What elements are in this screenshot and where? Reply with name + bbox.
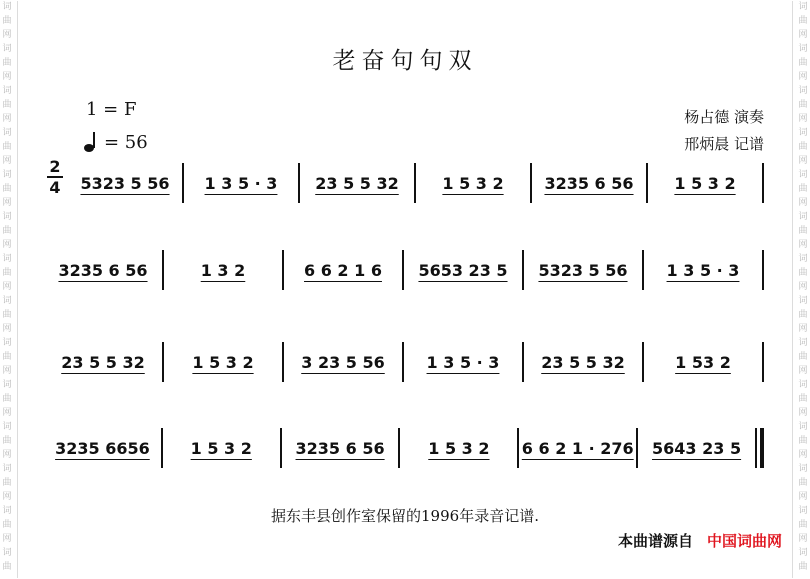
- watermark-char: 曲: [798, 100, 808, 110]
- watermark-char: 词: [798, 170, 808, 180]
- watermark-char: 词: [798, 2, 808, 12]
- watermark-char: 词: [2, 464, 12, 474]
- measure: [644, 336, 762, 388]
- measure: [284, 336, 402, 388]
- watermark-char: 词: [798, 254, 808, 264]
- watermark-char: 词: [798, 128, 808, 138]
- footer-prefix: 本曲谱源自: [617, 532, 693, 550]
- watermark-char: 曲: [2, 352, 12, 362]
- measure-notes: 1 5 3 2: [428, 438, 490, 458]
- watermark-right: [796, 0, 810, 579]
- watermark-char: 网: [798, 324, 808, 334]
- watermark-char: 词: [2, 86, 12, 96]
- measure-notes: 1 5 3 2: [674, 173, 736, 193]
- watermark-char: 词: [798, 506, 808, 516]
- measure-notes: 5643 23 5: [652, 438, 742, 458]
- watermark-char: 网: [2, 450, 12, 460]
- measure: [44, 422, 161, 474]
- watermark-char: 曲: [2, 226, 12, 236]
- watermark-char: 曲: [798, 142, 808, 152]
- watermark-char: 曲: [798, 394, 808, 404]
- transcriber-credit: 邢炳晨 记谱: [684, 135, 764, 153]
- watermark-char: 词: [2, 296, 12, 306]
- watermark-char: 网: [798, 198, 808, 208]
- watermark-char: 曲: [2, 58, 12, 68]
- watermark-char: 网: [2, 492, 12, 502]
- measure-notes: 23 5 5 32: [541, 352, 625, 372]
- measure-notes: 23 5 5 32: [61, 352, 145, 372]
- measure-notes: 3235 6656: [55, 438, 150, 458]
- watermark-char: 词: [798, 296, 808, 306]
- measure: [44, 336, 162, 388]
- measure: [184, 157, 298, 209]
- watermark-char: 曲: [2, 268, 12, 278]
- measure-notes: 3235 6 56: [295, 438, 385, 458]
- measure: [282, 422, 399, 474]
- watermark-char: 词: [2, 44, 12, 54]
- measure: [416, 157, 530, 209]
- measure: [164, 244, 282, 296]
- watermark-char: 网: [798, 450, 808, 460]
- measure-notes: 1 5 3 2: [192, 352, 254, 372]
- watermark-char: 曲: [798, 562, 808, 572]
- watermark-char: 网: [798, 282, 808, 292]
- watermark-char: 曲: [798, 184, 808, 194]
- watermark-char: 网: [2, 240, 12, 250]
- watermark-char: 曲: [2, 436, 12, 446]
- watermark-char: 曲: [798, 16, 808, 26]
- watermark-char: 曲: [798, 310, 808, 320]
- measure-notes: 6 6 2 1 6: [304, 260, 382, 280]
- staff-line-3: [44, 336, 764, 388]
- watermark-char: 词: [2, 254, 12, 264]
- watermark-char: 曲: [798, 58, 808, 68]
- watermark-char: 曲: [2, 520, 12, 530]
- watermark-char: 词: [2, 128, 12, 138]
- staff-line-2: [44, 244, 764, 296]
- watermark-char: 曲: [798, 436, 808, 446]
- measure-notes: 1 3 2: [200, 260, 246, 280]
- watermark-char: 词: [2, 170, 12, 180]
- footer-credit: [618, 530, 782, 551]
- watermark-char: 网: [798, 30, 808, 40]
- watermark-char: 网: [2, 72, 12, 82]
- score-title: 老奋句句双: [332, 48, 478, 74]
- measure: [404, 336, 522, 388]
- watermark-char: 网: [2, 282, 12, 292]
- measure-notes: 1 5 3 2: [190, 438, 252, 458]
- measure-notes: 3235 6 56: [58, 260, 148, 280]
- measure-notes: 23 5 5 32: [315, 173, 399, 193]
- watermark-char: 词: [798, 86, 808, 96]
- watermark-char: 曲: [798, 520, 808, 530]
- footer-site-link[interactable]: 中国词曲网: [706, 532, 782, 550]
- measure: [164, 336, 282, 388]
- watermark-char: 网: [798, 492, 808, 502]
- watermark-char: 词: [2, 380, 12, 390]
- measure-notes: 1 3 5 · 3: [426, 352, 500, 372]
- measure: [644, 244, 762, 296]
- watermark-char: 词: [2, 338, 12, 348]
- watermark-char: 网: [798, 156, 808, 166]
- watermark-char: 曲: [798, 352, 808, 362]
- measure-notes: 1 53 2: [675, 352, 731, 372]
- barline: [762, 163, 764, 203]
- measure-notes: 1 3 5 · 3: [666, 260, 740, 280]
- watermark-char: 词: [2, 548, 12, 558]
- measure-notes: 6 6 2 1 · 276: [521, 438, 634, 458]
- staff-line-4: [44, 422, 764, 474]
- watermark-char: 网: [2, 324, 12, 334]
- watermark-char: 网: [798, 240, 808, 250]
- quarter-note-icon: [84, 131, 98, 153]
- watermark-char: 曲: [2, 310, 12, 320]
- watermark-char: 网: [2, 198, 12, 208]
- watermark-char: 网: [798, 72, 808, 82]
- tempo-marking: [84, 131, 148, 153]
- measure: [400, 422, 517, 474]
- watermark-char: 曲: [2, 100, 12, 110]
- measure-notes: 1 3 5 · 3: [204, 173, 278, 193]
- tempo-value: = 56: [104, 131, 148, 153]
- watermark-char: 词: [2, 422, 12, 432]
- watermark-char: 网: [798, 534, 808, 544]
- measure: [163, 422, 280, 474]
- measure-notes: 5323 5 56: [80, 173, 170, 193]
- measure-notes: 3 23 5 56: [301, 352, 385, 372]
- watermark-char: 网: [2, 114, 12, 124]
- watermark-char: 词: [2, 2, 12, 12]
- measure: [284, 244, 402, 296]
- barline: [762, 342, 764, 382]
- watermark-char: 词: [798, 548, 808, 558]
- watermark-char: 网: [798, 408, 808, 418]
- watermark-char: 曲: [2, 394, 12, 404]
- measure: [524, 244, 642, 296]
- measure: [68, 157, 182, 209]
- watermark-char: 网: [2, 156, 12, 166]
- time-signature-top: 2: [49, 157, 61, 176]
- watermark-char: 曲: [2, 478, 12, 488]
- watermark-char: 网: [798, 114, 808, 124]
- key-signature: 1 = F: [86, 99, 137, 120]
- measure-notes: 5323 5 56: [538, 260, 628, 280]
- measure-notes: 1 5 3 2: [442, 173, 504, 193]
- watermark-char: 网: [2, 534, 12, 544]
- barline: [755, 428, 764, 468]
- watermark-left: [0, 0, 14, 579]
- measure-notes: 3235 6 56: [544, 173, 634, 193]
- watermark-char: 曲: [2, 184, 12, 194]
- watermark-char: 曲: [2, 16, 12, 26]
- measure: [44, 244, 162, 296]
- watermark-char: 曲: [2, 562, 12, 572]
- watermark-char: 词: [798, 44, 808, 54]
- watermark-char: 词: [798, 380, 808, 390]
- watermark-char: 网: [2, 408, 12, 418]
- source-note: 据东丰县创作室保留的1996年录音记谱.: [271, 507, 539, 525]
- time-signature: [47, 158, 63, 196]
- watermark-char: 网: [798, 366, 808, 376]
- measure: [519, 422, 636, 474]
- measure: [524, 336, 642, 388]
- watermark-char: 词: [798, 422, 808, 432]
- measure: [638, 422, 755, 474]
- watermark-char: 词: [2, 212, 12, 222]
- staff-line-1: [68, 157, 764, 209]
- measure-notes: 5653 23 5: [418, 260, 508, 280]
- watermark-char: 词: [2, 506, 12, 516]
- watermark-char: 曲: [798, 268, 808, 278]
- time-signature-bottom: 4: [49, 178, 61, 197]
- watermark-char: 曲: [2, 142, 12, 152]
- barline: [762, 250, 764, 290]
- measure: [648, 157, 762, 209]
- watermark-char: 词: [798, 212, 808, 222]
- watermark-char: 网: [2, 30, 12, 40]
- performer-credit: 杨占德 演奏: [684, 108, 764, 126]
- watermark-char: 词: [798, 338, 808, 348]
- watermark-char: 词: [798, 464, 808, 474]
- measure: [532, 157, 646, 209]
- measure: [404, 244, 522, 296]
- watermark-char: 曲: [798, 478, 808, 488]
- watermark-char: 网: [2, 366, 12, 376]
- measure: [300, 157, 414, 209]
- watermark-char: 曲: [798, 226, 808, 236]
